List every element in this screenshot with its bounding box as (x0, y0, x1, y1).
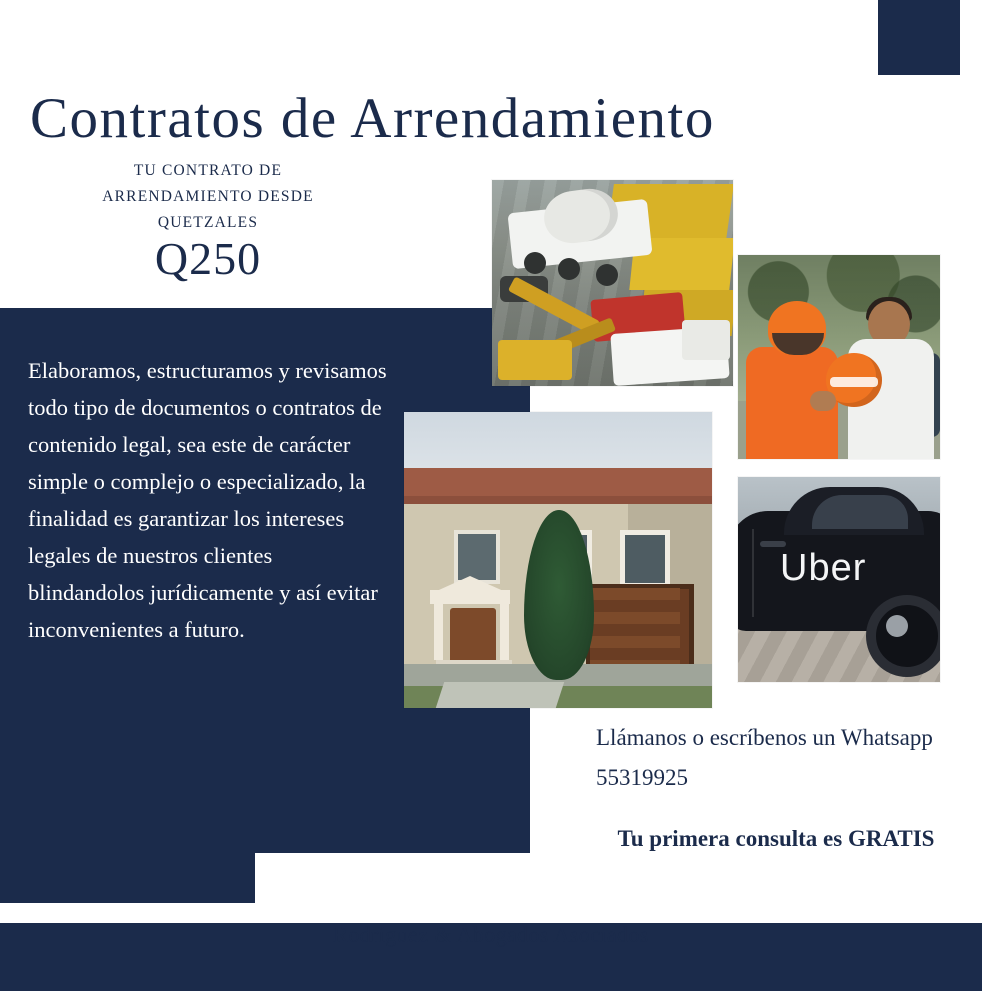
held-helmet-stripe (830, 377, 878, 387)
house-portico-column-right (500, 604, 509, 660)
white-truck-cab (682, 320, 730, 360)
uber-car-door-seam (752, 529, 754, 617)
firm-name-footer: Rodríguez & Abogados Asociados (333, 922, 649, 947)
free-consultation-text: Tu primera consulta es GRATIS (617, 826, 935, 851)
house-walkway (436, 682, 564, 708)
price-amount: Q250 (154, 233, 262, 284)
cement-truck-wheel-1 (524, 252, 546, 274)
uber-car-photo (738, 477, 940, 682)
contact-whatsapp-text: Llámanos o escríbenos un Whatsapp 55319925 (596, 725, 933, 790)
subtitle-text: TU CONTRATO DE ARRENDAMIENTO DESDE QUETZALES (102, 162, 314, 231)
rider-hand (810, 391, 836, 411)
body-paragraph: Elaboramos, estructuramos y revisamos todo tipo de documentos o contratos de contenido legal, sea este de carácter simple o complejo o especializado, la finalidad es garantizar los intereses legales de nuestros clientes blindandolos jurídicamente y así evitar inconvenientes a futuro. (28, 358, 387, 642)
uber-car-wheel (866, 595, 940, 677)
house-front-door (450, 608, 496, 666)
delivery-riders-photo (738, 255, 940, 459)
cement-truck-wheel-3 (596, 264, 618, 286)
cement-truck-wheel-2 (558, 258, 580, 280)
page-title: Contratos de Arrendamiento (30, 87, 715, 150)
house-window-3 (620, 530, 670, 588)
house-portico-column-left (434, 604, 443, 660)
house-portico-beam (430, 590, 510, 604)
uber-car-wheel-hub (886, 615, 908, 637)
backhoe-body (498, 340, 572, 380)
uber-car-window (812, 495, 908, 529)
house-garage-door-panels (590, 588, 680, 666)
decor-navy-top-right (878, 0, 960, 75)
construction-machinery-photo (492, 180, 733, 386)
decor-navy-lower-step (0, 853, 255, 903)
uber-wordmark-decal: Uber (780, 547, 867, 589)
house-photo (404, 412, 712, 708)
